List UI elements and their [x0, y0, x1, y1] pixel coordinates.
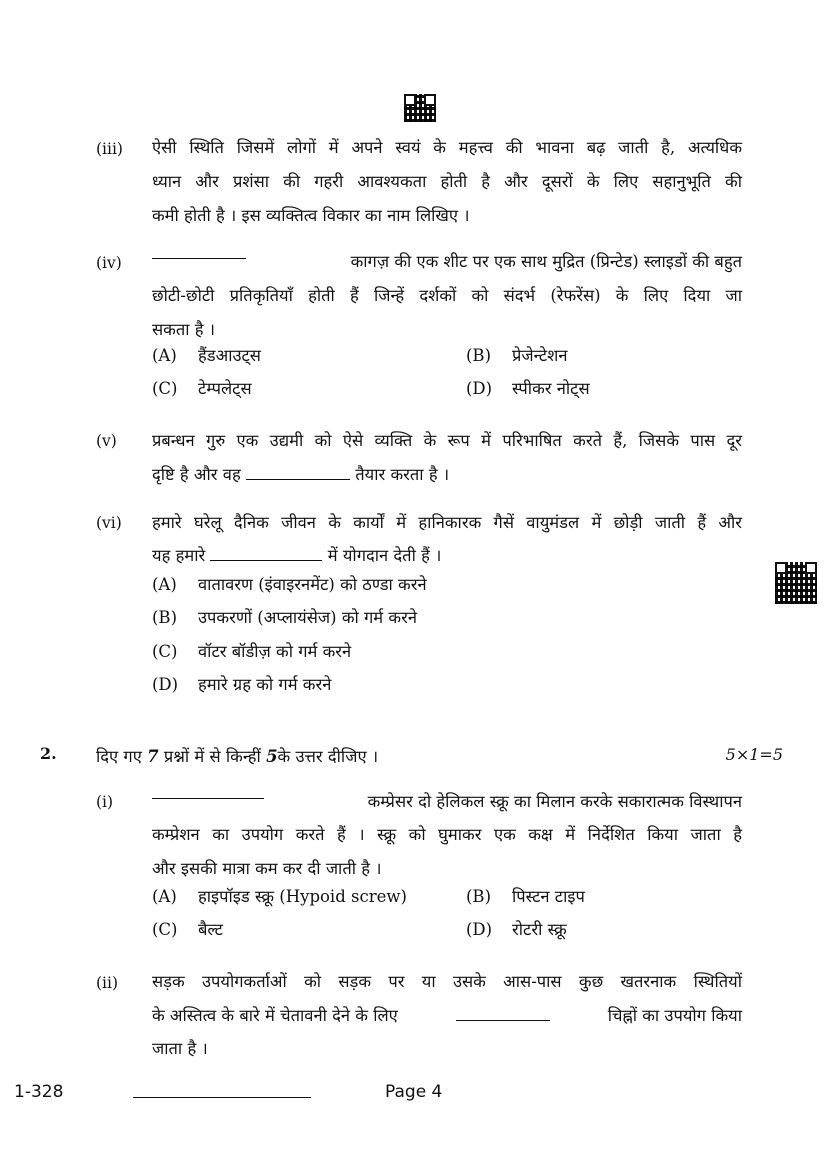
question-number-iii: (iii) — [96, 140, 123, 158]
option-label: (A) — [152, 575, 177, 594]
q-v-line-1: प्रबन्धन गुरु एक उद्यमी को ऐसे व्यक्ति के रूप में परिभाषित करते हैं, जिसके पास दूर — [152, 431, 742, 450]
option-text: उपकरणों (अप्लायंसेज) को गर्म करने — [198, 608, 417, 627]
option-label: (B) — [152, 608, 177, 627]
q-vi-line-2-text-b: में योगदान देती हैं । — [327, 546, 442, 565]
option-label: (D) — [466, 379, 493, 398]
q2-ii-line-2-text-a: के अस्तित्व के बारे में चेतावनी देने के लिए — [152, 1006, 398, 1025]
question-number-v: (v) — [96, 432, 117, 450]
option-text: हमारे ग्रह को गर्म करने — [198, 675, 332, 694]
option-text: रोटरी स्क्रू — [512, 920, 567, 939]
option-label: (B) — [466, 346, 491, 365]
answer-blank — [456, 1006, 550, 1021]
option-text: वातावरण (इंवाइरनमेंट) को ठण्डा करने — [198, 575, 427, 594]
q-vi-line-1: हमारे घरेलू दैनिक जीवन के कार्यों में हानिकारक गैसें वायुमंडल में छोड़ी जाती हैं और — [152, 513, 742, 532]
q2-instruction-b: प्रश्नों में से किन्हीं — [163, 747, 261, 766]
option-text: स्पीकर नोट्स — [512, 379, 590, 398]
q2-i-line-2: कम्प्रेशन का उपयोग करते हैं । स्क्रू को घुमाकर एक कक्ष में निर्देशित किया जाता है — [152, 825, 742, 844]
option-text: प्रेजेन्टेशन — [512, 346, 568, 365]
question-number-vi: (vi) — [96, 514, 122, 532]
option-label: (C) — [152, 920, 178, 939]
q-iii-line-3: कमी होती है । इस व्यक्तित्व विकार का नाम लिखिए । — [152, 206, 470, 225]
option-text: बैल्ट — [198, 920, 223, 939]
question-number-2-ii: (ii) — [96, 974, 119, 992]
option-label: (C) — [152, 379, 178, 398]
option-label: (D) — [152, 675, 179, 694]
q2-i-line-3: और इसकी मात्रा कम कर दी जाती है । — [152, 859, 382, 878]
option-text: टेम्पलेट्स — [198, 379, 252, 398]
option-text: पिस्टन टाइप — [512, 887, 585, 906]
option-text: हैंडआउट्स — [198, 346, 261, 365]
q-iv-line-2: छोटी-छोटी प्रतिकृतियाँ होती हैं जिन्हें दर्शकों को संदर्भ (रेफरेंस) के लिए दिया जा — [152, 286, 742, 305]
qr-code-icon — [404, 94, 436, 122]
option-2i-b — [466, 884, 585, 907]
q2-ii-line-1: सड़क उपयोगकर्ताओं को सड़क पर या उसके आस-पास कुछ खतरनाक स्थितियों — [152, 972, 742, 991]
q-v-line-2-text-a: दृष्टि है और वह — [152, 465, 241, 484]
option-vi-a — [152, 572, 427, 595]
option-vi-c — [152, 639, 351, 662]
option-text: हाइपॉइड स्क्रू (Hypoid screw) — [198, 887, 407, 906]
option-2i-d — [466, 917, 567, 940]
paper-code: 1-328 — [14, 1082, 64, 1102]
q-iii-line-1: ऐसी स्थिति जिसमें लोगों में अपने स्वयं के महत्त्व की भावना बढ़ जाती है, अत्यधिक — [152, 138, 742, 157]
q2-i-line-1 — [152, 784, 742, 820]
q2-ii-line-3: जाता है । — [152, 1039, 208, 1058]
answer-blank — [152, 244, 246, 259]
option-vi-d — [152, 672, 331, 695]
q-v-line-2 — [152, 457, 742, 493]
option-label: (A) — [152, 887, 177, 906]
q2-ii-line-2 — [152, 998, 742, 1034]
q2-instruction-c: के उत्तर दीजिए । — [277, 747, 379, 766]
q-iv-line-1-text: कागज़ की एक शीट पर एक साथ मुद्रित (प्रिन्टेड) स्लाइडों की बहुत — [350, 252, 742, 271]
q-vi-line-2 — [152, 538, 742, 574]
q-iii-line-2: ध्यान और प्रशंसा की गहरी आवश्यकता होती है और दूसरों के लिए सहानुभूति की — [152, 172, 742, 191]
q2-count-required: 5 — [266, 747, 278, 766]
q-iv-line-3: सकता है । — [152, 320, 216, 339]
option-label: (A) — [152, 346, 177, 365]
question-number-2: 2. — [40, 744, 57, 763]
page-number: Page 4 — [385, 1082, 443, 1102]
q2-i-line-1-text: कम्प्रेसर दो हेलिकल स्क्रू का मिलान करके सकारात्मक विस्थापन — [367, 792, 742, 811]
option-label: (C) — [152, 642, 178, 661]
q-v-line-2-text-b: तैयार करता है । — [355, 465, 450, 484]
answer-blank — [210, 546, 322, 561]
q2-instruction-a: दिए गए — [96, 747, 142, 766]
answer-blank — [246, 465, 350, 480]
q2-ii-line-2-text-b: चिह्नों का उपयोग किया — [607, 1006, 742, 1025]
q2-instruction — [96, 744, 378, 767]
option-vi-b — [152, 605, 417, 628]
option-2i-c — [152, 917, 223, 940]
option-label: (D) — [466, 920, 493, 939]
answer-blank — [152, 784, 264, 799]
option-iv-d — [466, 376, 590, 399]
question-number-iv: (iv) — [96, 254, 122, 272]
option-2i-a — [152, 884, 407, 907]
option-iv-b — [466, 343, 568, 366]
qr-code-side-icon — [775, 562, 817, 604]
option-iv-a — [152, 343, 261, 366]
q-iv-line-1 — [152, 244, 742, 280]
option-label: (B) — [466, 887, 491, 906]
q2-count-total: 7 — [147, 747, 159, 766]
q-vi-line-2-text-a: यह हमारे — [152, 546, 206, 565]
marks-label: 5×1=5 — [725, 745, 783, 764]
question-number-2-i: (i) — [96, 793, 114, 811]
option-iv-c — [152, 376, 252, 399]
footer-divider — [133, 1097, 311, 1098]
option-text: वॉटर बॉडीज़ को गर्म करने — [198, 642, 352, 661]
